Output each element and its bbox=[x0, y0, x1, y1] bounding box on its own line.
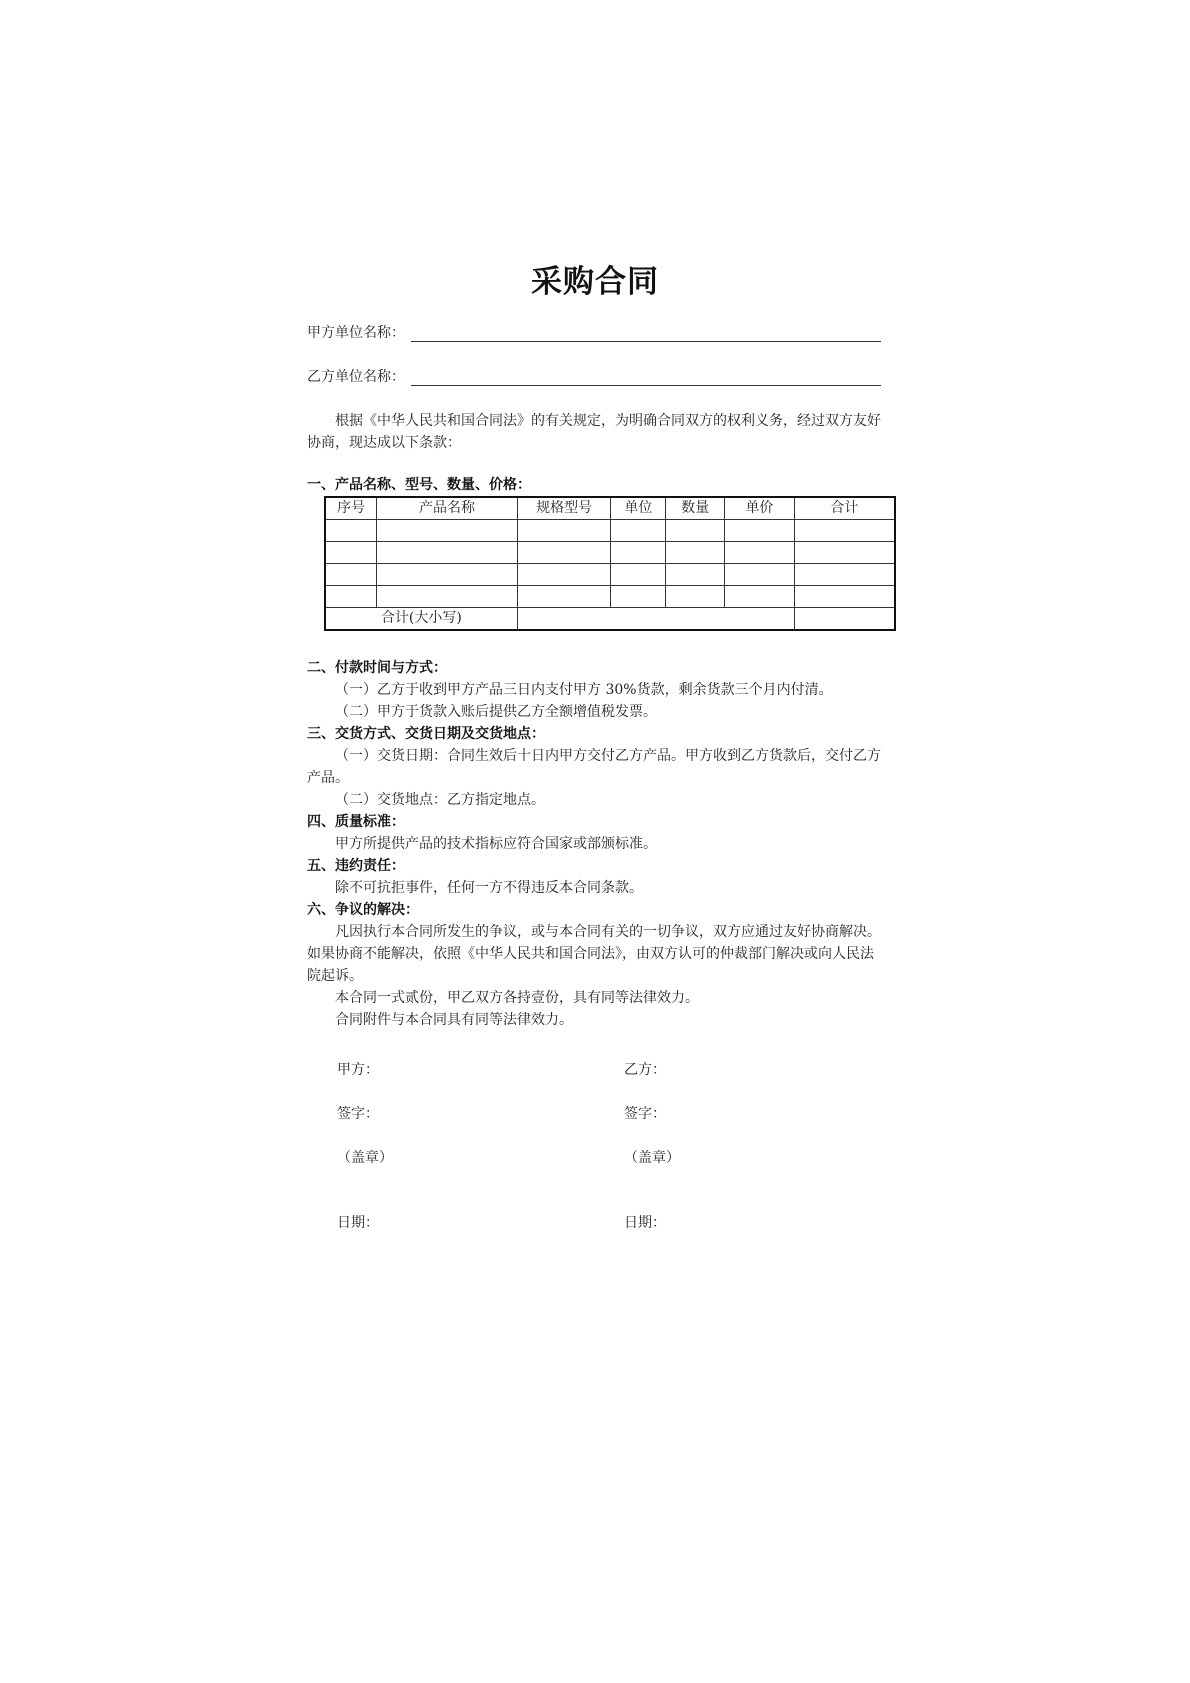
table-cell[interactable] bbox=[517, 586, 611, 608]
table-cell[interactable] bbox=[325, 586, 377, 608]
section-2-item-1: （一）乙方于收到甲方产品三日内支付甲方 30%货款，剩余货款三个月内付清。 bbox=[335, 682, 833, 698]
table-cell[interactable] bbox=[666, 520, 725, 542]
table-row bbox=[325, 520, 895, 542]
table-cell[interactable] bbox=[325, 542, 377, 564]
page-title: 采购合同 bbox=[531, 264, 659, 300]
table-cell[interactable] bbox=[611, 542, 666, 564]
table-cell[interactable] bbox=[666, 542, 725, 564]
party-a-line bbox=[307, 322, 881, 342]
table-cell[interactable] bbox=[611, 520, 666, 542]
table-row bbox=[325, 586, 895, 608]
party-b-name-field[interactable] bbox=[411, 369, 881, 386]
products-table bbox=[324, 496, 896, 631]
table-total-row bbox=[325, 608, 895, 631]
section-2-heading: 二、付款时间与方式： bbox=[307, 660, 447, 676]
header-unit-price: 单价 bbox=[725, 497, 795, 520]
party-b-sign-field[interactable]: 签字： bbox=[624, 1106, 666, 1122]
party-b-signature-label: 乙方： bbox=[624, 1062, 666, 1078]
table-cell[interactable] bbox=[725, 542, 795, 564]
section-3-heading: 三、交货方式、交货日期及交货地点： bbox=[307, 726, 545, 742]
table-cell[interactable] bbox=[794, 564, 895, 586]
party-b-date-field[interactable]: 日期： bbox=[624, 1215, 666, 1231]
section-2-item-2: （二）甲方于货款入账后提供乙方全额增值税发票。 bbox=[335, 704, 657, 720]
table-cell[interactable] bbox=[611, 586, 666, 608]
party-a-signature-label: 甲方： bbox=[337, 1062, 379, 1078]
table-cell[interactable] bbox=[517, 542, 611, 564]
header-total: 合计 bbox=[794, 497, 895, 520]
party-a-label: 甲方单位名称： bbox=[307, 325, 405, 341]
table-cell[interactable] bbox=[325, 564, 377, 586]
total-label: 合计(大小写) bbox=[325, 608, 517, 631]
header-quantity: 数量 bbox=[666, 497, 725, 520]
total-amount-words[interactable] bbox=[517, 608, 794, 631]
party-b-seal: （盖章） bbox=[624, 1150, 680, 1166]
party-a-name-field[interactable] bbox=[411, 325, 881, 342]
table-cell[interactable] bbox=[377, 542, 517, 564]
party-a-date-field[interactable]: 日期： bbox=[337, 1215, 379, 1231]
section-4-heading: 四、质量标准： bbox=[307, 814, 405, 830]
section-6-text: 凡因执行本合同所发生的争议，或与本合同有关的一切争议，双方应通过友好协商解决。如果协商不能解决，依照《中华人民共和国合同法》，由双方认可的仲裁部门解决或向人民法院起诉。 bbox=[307, 924, 881, 984]
header-unit: 单位 bbox=[611, 497, 666, 520]
table-cell[interactable] bbox=[377, 586, 517, 608]
table-cell[interactable] bbox=[725, 586, 795, 608]
section-5-heading: 五、违约责任： bbox=[307, 858, 405, 874]
copies-clause: 本合同一式贰份，甲乙双方各持壹份，具有同等法律效力。 bbox=[335, 990, 699, 1006]
table-cell[interactable] bbox=[794, 586, 895, 608]
section-3-item-2: （二）交货地点：乙方指定地点。 bbox=[335, 792, 545, 808]
header-index: 序号 bbox=[325, 497, 377, 520]
table-cell[interactable] bbox=[725, 564, 795, 586]
table-cell[interactable] bbox=[377, 520, 517, 542]
table-cell[interactable] bbox=[517, 520, 611, 542]
table-header-row bbox=[325, 497, 895, 520]
header-product-name: 产品名称 bbox=[377, 497, 517, 520]
attachments-clause: 合同附件与本合同具有同等法律效力。 bbox=[335, 1012, 573, 1028]
section-3-item-1: （一）交货日期：合同生效后十日内甲方交付乙方产品。甲方收到乙方货款后，交付乙方产品。 bbox=[307, 748, 881, 786]
total-amount[interactable] bbox=[794, 608, 895, 631]
section-5-text: 除不可抗拒事件，任何一方不得违反本合同条款。 bbox=[335, 880, 643, 896]
section-1-heading: 一、产品名称、型号、数量、价格： bbox=[307, 477, 531, 493]
party-b-line bbox=[307, 366, 881, 386]
party-a-sign-field[interactable]: 签字： bbox=[337, 1106, 379, 1122]
intro-paragraph: 根据《中华人民共和国合同法》的有关规定，为明确合同双方的权利义务，经过双方友好协商，现达成以下条款： bbox=[307, 413, 881, 451]
table-cell[interactable] bbox=[794, 520, 895, 542]
party-a-seal: （盖章） bbox=[337, 1150, 393, 1166]
table-cell[interactable] bbox=[325, 520, 377, 542]
table-cell[interactable] bbox=[666, 586, 725, 608]
table-cell[interactable] bbox=[517, 564, 611, 586]
table-row bbox=[325, 564, 895, 586]
table-cell[interactable] bbox=[794, 542, 895, 564]
table-cell[interactable] bbox=[611, 564, 666, 586]
section-6-heading: 六、争议的解决： bbox=[307, 902, 419, 918]
table-cell[interactable] bbox=[725, 520, 795, 542]
party-b-label: 乙方单位名称： bbox=[307, 369, 405, 385]
table-row bbox=[325, 542, 895, 564]
table-cell[interactable] bbox=[377, 564, 517, 586]
table-cell[interactable] bbox=[666, 564, 725, 586]
header-spec: 规格型号 bbox=[517, 497, 611, 520]
section-4-text: 甲方所提供产品的技术指标应符合国家或部颁标准。 bbox=[335, 836, 657, 852]
